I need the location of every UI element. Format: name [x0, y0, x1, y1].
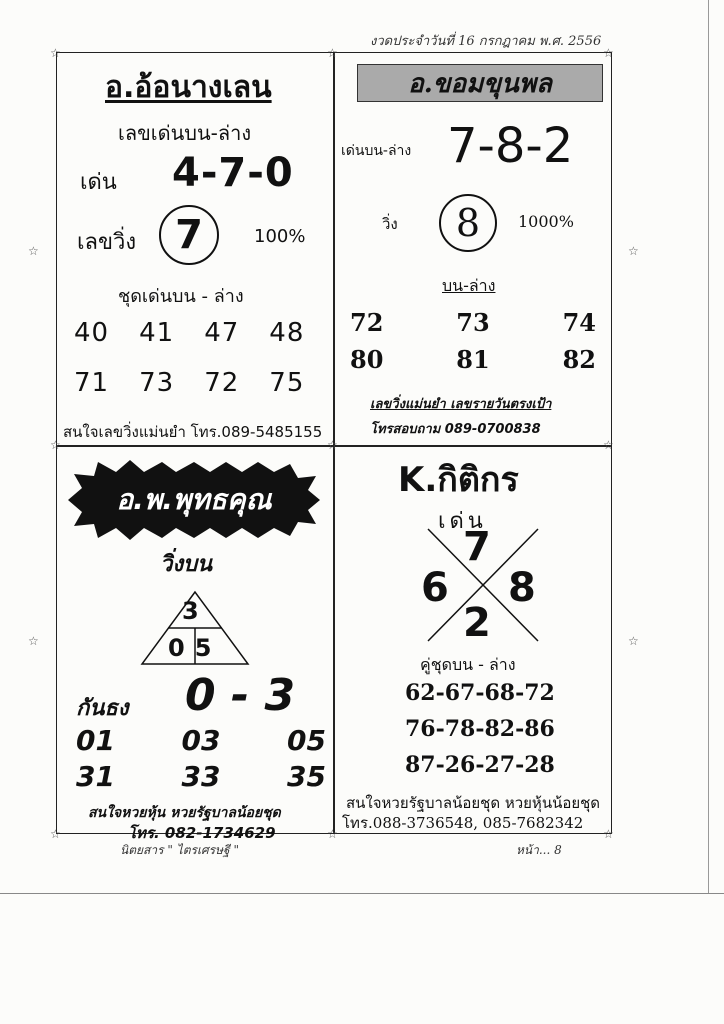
q1-contact: สนใจเลขวิ่งแม่นยำ โทร.089-5485155 [63, 423, 323, 441]
q2-run-label: วิ่ง [382, 215, 398, 233]
q1-number: 73 [139, 368, 175, 398]
q1-number: 47 [204, 318, 240, 348]
star-icon: ☆ [28, 634, 39, 648]
issue-date-line: งวดประจำวันที่ 16 กรกฎาคม พ.ศ. 2556 [370, 34, 602, 49]
page-fold-line [0, 893, 724, 894]
q2-number: 81 [456, 345, 490, 374]
q4-number-set: 76-78-82-86 [405, 716, 555, 742]
page-number: หน้า... 8 [516, 843, 562, 857]
magazine-name: นิตยสาร " ไตรเศรษฐี " [120, 843, 239, 857]
q2-phone: โทรสอบถาม 089-0700838 [370, 422, 541, 437]
q1-percent: 100% [254, 226, 306, 247]
q4-top-number: 7 [463, 524, 491, 570]
q1-number: 72 [204, 368, 240, 398]
q1-run-label: เลขวิ่ง [77, 230, 137, 255]
q1-hit-numbers: 4-7-0 [172, 150, 294, 196]
star-icon: ☆ [50, 46, 61, 60]
q2-number: 82 [562, 345, 596, 374]
q3-number: 03 [181, 724, 221, 757]
q2-hit-numbers: 7-8-2 [447, 118, 574, 174]
q4-title: K.กิติกร [398, 460, 519, 500]
q3-triangle-bottom: 05 [168, 634, 222, 662]
star-icon: ☆ [628, 634, 639, 648]
star-icon: ☆ [603, 827, 614, 841]
q1-number: 41 [139, 318, 175, 348]
q2-title-banner: อ.ขอมขุนพล [357, 64, 603, 102]
q3-number: 01 [76, 724, 115, 757]
q1-number-row [74, 318, 304, 348]
q1-number: 48 [269, 318, 305, 348]
q3-guard-numbers: 0 - 3 [185, 670, 296, 721]
q3-number-row [76, 760, 326, 793]
q1-number: 75 [269, 368, 305, 398]
star-icon: ☆ [327, 827, 338, 841]
q3-number: 05 [287, 724, 326, 757]
q4-number-set: 62-67-68-72 [405, 680, 555, 706]
q4-hit-label: เด่น [438, 509, 487, 534]
q1-number: 40 [74, 318, 110, 348]
q2-hit-label: เด่นบน-ล่าง [341, 143, 412, 159]
q2-number: 72 [350, 308, 384, 337]
q3-contact: สนใจหวยหุ้น หวยรัฐบาลน้อยชุด [88, 805, 281, 821]
q3-triangle-top: 3 [182, 597, 199, 625]
q2-run-number-circle: 8 [439, 194, 497, 252]
page-edge-line [708, 0, 709, 893]
star-icon: ☆ [603, 438, 614, 452]
q1-run-number-circle: 7 [159, 205, 219, 265]
q3-number: 31 [76, 760, 115, 793]
q4-pair-label: คู่ชุดบน - ล่าง [420, 655, 516, 674]
star-icon: ☆ [327, 46, 338, 60]
star-icon: ☆ [603, 46, 614, 60]
q3-guard-label: กันธง [76, 696, 129, 721]
q4-right-number: 8 [508, 565, 536, 611]
q3-title: อ.พ.พุทธคุณ [116, 483, 272, 516]
q2-number-row [350, 308, 596, 337]
q3-number: 33 [181, 760, 221, 793]
q2-note: เลขวิ่งแม่นยำ เลขรายวันตรงเป้า [370, 397, 552, 412]
q4-bottom-number: 2 [463, 600, 491, 646]
q3-number: 35 [287, 760, 326, 793]
q3-number-row [76, 724, 326, 757]
q1-number-row [74, 368, 304, 398]
star-icon: ☆ [628, 244, 639, 258]
q2-number: 74 [562, 308, 596, 337]
star-icon: ☆ [50, 827, 61, 841]
q2-updown-label: บน-ล่าง [442, 276, 496, 295]
q2-number: 80 [350, 345, 384, 374]
q3-phone: โทร. 082-1734629 [128, 824, 276, 842]
q4-number-set: 87-26-27-28 [405, 752, 555, 778]
q2-percent: 1000% [518, 212, 574, 231]
q1-title: อ.อ้อนางเลน [105, 70, 272, 105]
q1-hit-label: เด่น [80, 170, 117, 195]
star-icon: ☆ [327, 438, 338, 452]
star-icon: ☆ [50, 438, 61, 452]
q2-number-row [350, 345, 596, 374]
q2-number: 73 [456, 308, 490, 337]
q4-contact: สนใจหวยรัฐบาลน้อยชุด หวยหุ้นน้อยชุด [346, 794, 601, 812]
q4-left-number: 6 [421, 565, 449, 611]
q1-number: 71 [74, 368, 110, 398]
star-icon: ☆ [28, 244, 39, 258]
q1-subtitle: เลขเด่นบน-ล่าง [118, 121, 252, 145]
q1-set-label: ชุดเด่นบน - ล่าง [118, 286, 244, 307]
q4-phone: โทร.088-3736548, 085-7682342 [342, 814, 584, 832]
q3-run-label: วิ่งบน [160, 552, 213, 577]
